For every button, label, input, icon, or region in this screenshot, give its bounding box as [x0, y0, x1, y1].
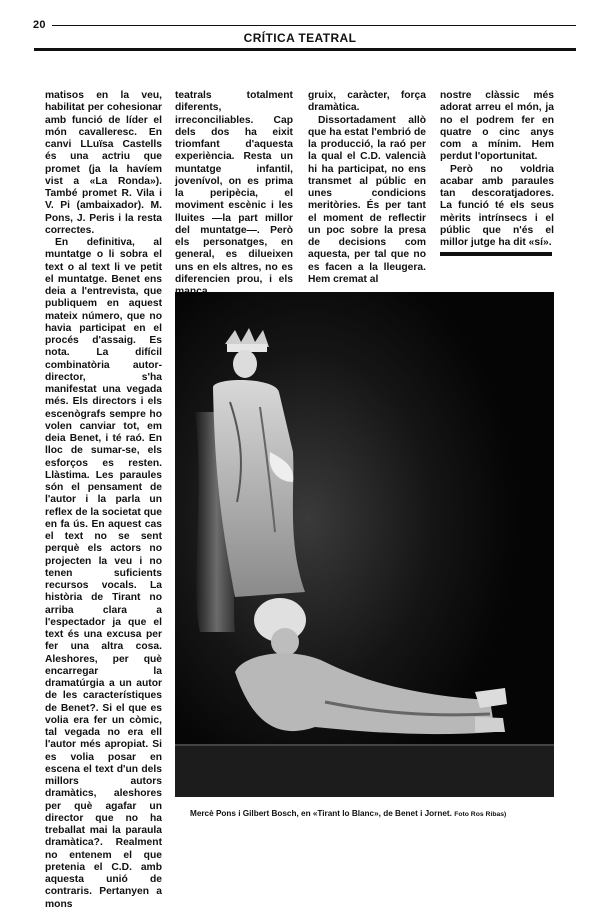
- stage-photo-illustration: [175, 292, 554, 797]
- photo-caption: [190, 809, 550, 818]
- header-top-rule: [52, 25, 576, 26]
- paragraph: matisos en la veu, habilitat per cohesionar amb funció de líder el món cavalleresc. En canvi LLuïsa Castells és una actriu que promet (ja la havíem vist a «La Ronda»). També promet R. Vila i V. Pi (ambaixador). M. Pons, J. Peris i la resta correctes.: [45, 90, 162, 236]
- text-column-2: [175, 90, 293, 298]
- paragraph: gruix, caràcter, força dramàtica.: [308, 90, 426, 114]
- caption-text: Mercè Pons i Gilbert Bosch, en «Tirant lo Blanc», de Benet i Jornet.: [190, 809, 452, 818]
- photo-credit: Foto Ros Ribas): [454, 811, 507, 818]
- paragraph: Dissortadament allò que ha estat l'embrió de la producció, la raó per la qual el C.D. valencià hi ha participat, no ens transmet al públic en unes condicions meritòries. És per tant el moment de reflectir un poc sobre la presa de decisions com aquesta, per tal que no es facen a la lleugera. Hem cremat al: [308, 114, 426, 285]
- paragraph: En definitiva, al muntatge o li sobra el text o al text li ve petit el muntatge. Benet ens deia a l'entrevista, que publiquem en aquest mateix número, que no havia participat en el procés d'assaig. Es nota. La difícil combinatòria autor-director, s'ha manifestat una vegada més. Els directors i els escenògrafs sempre ho volen canviar tot, em deia Benet, i té raó. En lloc de sumar-se, els esforços es resten. Llàstima. Les paraules són el pensament de l'autor i la parla un reflex de la societat que en fa ús. En aquest cas el text no se sent perquè els actors no projecten la veu i no tenen suficients recursos vocals. La història de Tirant no arriba clara a l'espectador ja que el text és una excusa per fer una altra cosa. Aleshores, per què encarregar la dramatúrgia a un autor de les característiques de Benet?. Si el que es volia era fer un còmic, tal vegada no era ell l'autor més apropiat. Si es volia posar en escena el text d'un dels millors autors dramàtics, aleshores per què agafar un director que no ha treballat mai la paraula dramàtica?. Realment no entenem el que pretenia el C.D. amb aquesta unió de contraris. Pertanyen a mons: [45, 237, 162, 910]
- article-end-rule: [440, 252, 552, 256]
- header-title-rule: [34, 48, 576, 51]
- stage-photo: [175, 292, 554, 797]
- text-column-1: [45, 90, 162, 911]
- paragraph: Però no voldria acabar amb paraules tan descoratjadores. La funció té els seus mèrits intrínsecs i el públic que n'és el millor jutge ha dit «sí».: [440, 163, 554, 248]
- page-number: 20: [33, 19, 46, 31]
- section-title: CRÍTICA TEATRAL: [243, 31, 357, 45]
- paragraph: teatrals totalment diferents, irreconciliables. Cap dels dos ha eixit triomfant d'aquesta experiència. Resta un muntatge infantil, jovenívol, on es prima la peripècia, el moviment escènic i les lluites —la part millor del muntatge—. Però els personatges, en general, es dilueixen uns en els altres, no es diferencien prou, i els: [175, 90, 293, 285]
- paragraph: nostre clàssic més adorat arreu el món, ja no el podrem fer en quatre o cinc anys com a mínim. Hem perdut l'oportunitat.: [440, 90, 554, 163]
- text-column-3: [308, 90, 426, 286]
- text-column-4: [440, 90, 554, 249]
